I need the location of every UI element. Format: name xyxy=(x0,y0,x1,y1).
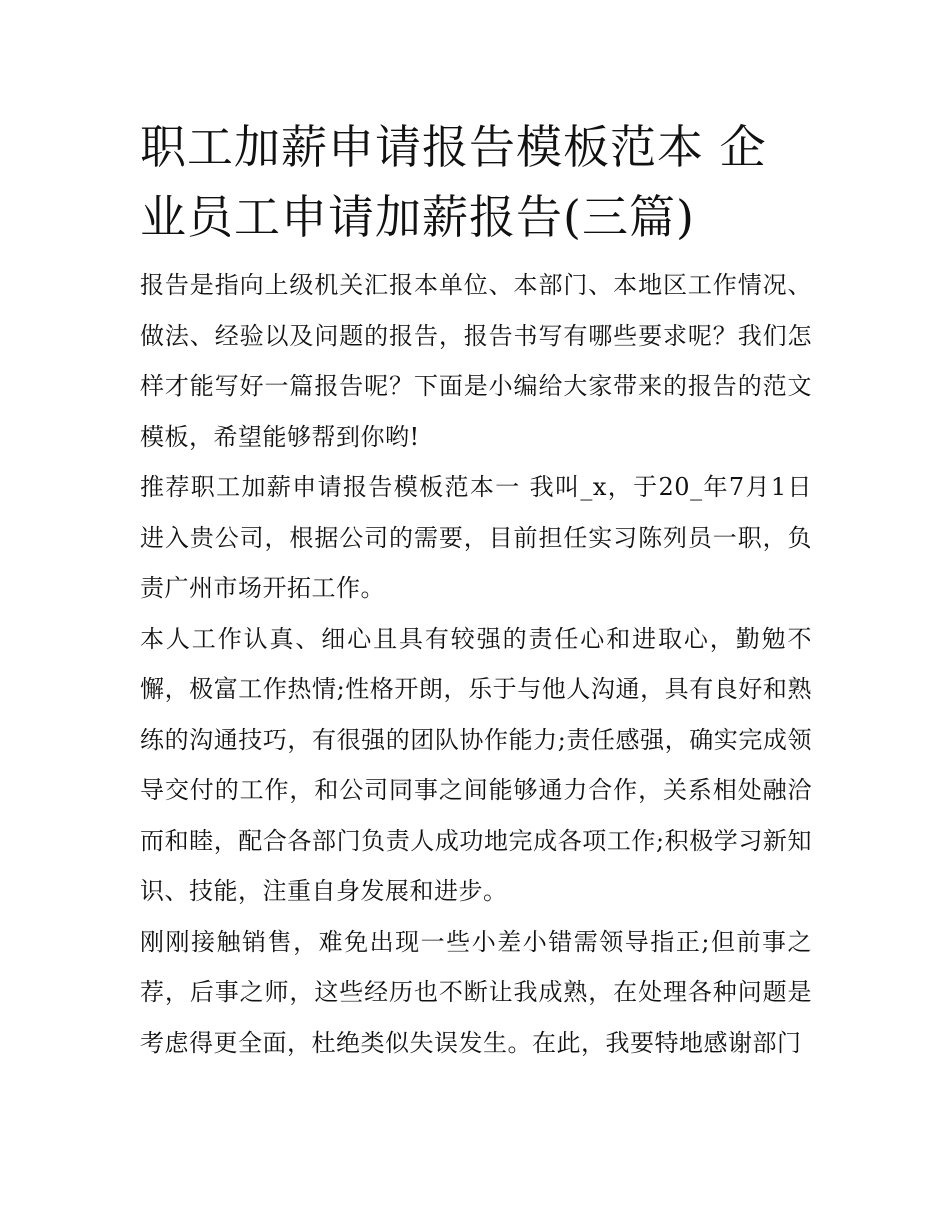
paragraph-sales-experience: 刚刚接触销售，难免出现一些小差小错需领导指正;但前事之荐，后事之师，这些经历也不断让我成熟，在处理各种问题是考虑得更全面，杜绝类似失误发生。在此，我要特地感谢部门 xyxy=(140,927,812,1057)
document-title: 职工加薪申请报告模板范本 企业员工申请加薪报告(三篇) xyxy=(140,120,767,244)
document-page xyxy=(140,112,812,1068)
paragraph-work-attitude: 本人工作认真、细心且具有较强的责任心和进取心，勤勉不懈，极富工作热情;性格开朗，乐于与他人沟通，具有良好和熟练的沟通技巧，有很强的团队协作能力;责任感强，确实完成领导交付的工作，和公司同事之间能够通力合作，关系相处融洽而和睦，配合各部门负责人成功地完成各项工作;积极学习新知识、技能，注重自身发展和进步。 xyxy=(140,624,812,905)
paragraph-intro: 报告是指向上级机关汇报本单位、本部门、本地区工作情况、做法、经验以及问题的报告，报告书写有哪些要求呢？我们怎样才能写好一篇报告呢？下面是小编给大家带来的报告的范文模板，希望能够帮到你哟! xyxy=(140,271,812,451)
paragraph-self-introduction: 推荐职工加薪申请报告模板范本一 我叫_x，于20_年7月1日进入贵公司，根据公司的需要，目前担任实习陈列员一职，负责广州市场开拓工作。 xyxy=(140,473,812,602)
